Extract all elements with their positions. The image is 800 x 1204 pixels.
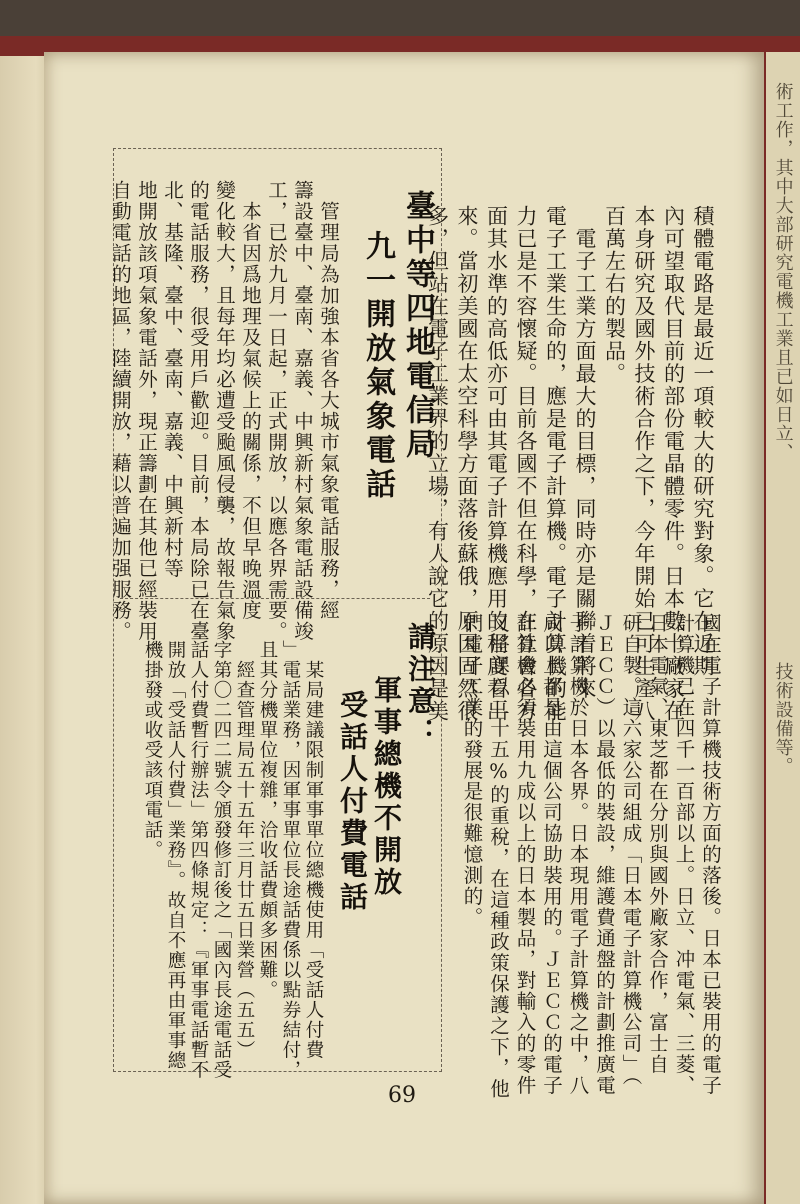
text-column: 日本電氣、東芝都在分別與國外廠家合作，富士自 [646, 613, 669, 1075]
text-column: 北、基隆、臺中、臺南、嘉義、中興新村等 [161, 180, 184, 579]
text-column: 們電子工業的發展是很難憶測的。 [460, 613, 484, 928]
text-column: 電子工業生命的，應是電子計算機。電子計算機的能 [543, 205, 568, 723]
text-column: 經查管理局五十五年三月廿五日業營（五五） [234, 640, 255, 1060]
text-column: 電子工業方面最大的目標，同時亦是關聯着將來 [573, 205, 597, 700]
page-number: 69 [388, 1083, 416, 1108]
text-column: 某局建議限制軍事單位總機使用「受話人付費 [303, 640, 324, 1060]
text-column: 的電話服務，很受用戶歡迎。目前，本局除已在臺 [187, 180, 210, 642]
text-column: 話人付費暫行辦法」第四條規定：『軍事電話暫不 [188, 640, 209, 1080]
text-column: 地開放該項氣象電話外，現正籌劃在其他已經裝用 [135, 180, 158, 642]
text-column: 研自製。這六家公司組成「日本電子計算機公司」（ [619, 613, 643, 1087]
text-column: 又將課以二十五%的重稅，在這種政策保護之下，他 [487, 613, 510, 1100]
text-column: 籌設臺中、臺南、嘉義、中興新村氣象電話設備竣 [291, 180, 314, 642]
notice2-label: 請注意： [404, 622, 437, 750]
text-column: 管理局為加強本省各大城市氣象電話服務，經 [317, 180, 340, 621]
text-column: 子計算機於日本各界。日本現用電子計算機之中，八 [566, 613, 590, 1096]
notice2-title-line1: 軍事總機不開放 [370, 675, 403, 899]
text-column: 本省因爲地理及氣候上的關係，不但早晚溫度 [239, 180, 262, 621]
text-column: 工，已於九月一日起，正式開放，以應各界需要。 [265, 180, 288, 642]
next-page-edge [766, 52, 800, 1204]
text-column: 變化較大，且每年均必遭受颱風侵襲，故報告氣象 [213, 180, 236, 642]
notice1-title-line1: 臺中等四地電信局 [400, 190, 435, 462]
text-column: 國在電子計算機技術方面的落後。日本已裝用的電子 [699, 613, 722, 1096]
text-column: 自動電話的地區，陸續開放，藉以普遍加强服務。 [109, 180, 132, 642]
text-column: 多，但站在電子工業界的立場，有人說它的原因是美 [425, 205, 450, 723]
text-column: 計算機必須裝用九成以上的日本製品，對輸入的零件 [513, 613, 537, 1096]
text-column: ＪＥＣＣ）以最低的裝設，維護費通盤的計劃推廣電 [593, 613, 616, 1096]
notice1-title-line2: 九一開放氣象電話 [360, 230, 395, 502]
text-column: 本身研究及國外技術合作之下，今年開始已可生產八 [632, 205, 656, 723]
text-column: 百萬左右的製品。 [602, 205, 627, 385]
notice2-title-line2: 受話人付費電話 [336, 690, 369, 914]
text-column: 成以上都是由這個公司協助裝用的。ＪＥＣＣ的電子 [540, 613, 563, 1096]
text-column: 內可望取代目前的部份電晶體零件。日本數十廠家在 [661, 205, 686, 723]
next-page-fragment-2: 技術設備等。 [772, 662, 794, 776]
text-column: 力已是不容懷疑。目前各國不但在科學，在社會各方 [514, 205, 538, 723]
text-column: 機掛發或收受該項電話。 [142, 640, 163, 860]
text-column: 來。當初美國在太空科學方面落後蘇俄，原因固然很 [455, 205, 479, 723]
next-page-fragment-1: 術工作，其中大部研究電機工業且已如日立、 [772, 82, 794, 462]
text-column: 積體電路是最近一項較大的研究對象。它在近期 [691, 205, 715, 678]
text-column: 且其分機單位複雜，洽收話費頗多困難。 [257, 640, 278, 1000]
text-column: 面其水準的高低亦可由其電子計算機應用的程度看出 [484, 205, 509, 723]
text-column: 開放「受話人付費」業務』。故自不應再由軍事總 [165, 640, 186, 1071]
text-column: 字第〇二四二號令頒發修訂後之「國內長途電話受 [211, 640, 232, 1080]
text-column: 計算機已在四千一百部以上。日立、冲電氣、三菱、 [672, 613, 696, 1096]
text-column: 」電話業務，因軍事單位長途話費係以點券結付， [280, 640, 301, 1080]
